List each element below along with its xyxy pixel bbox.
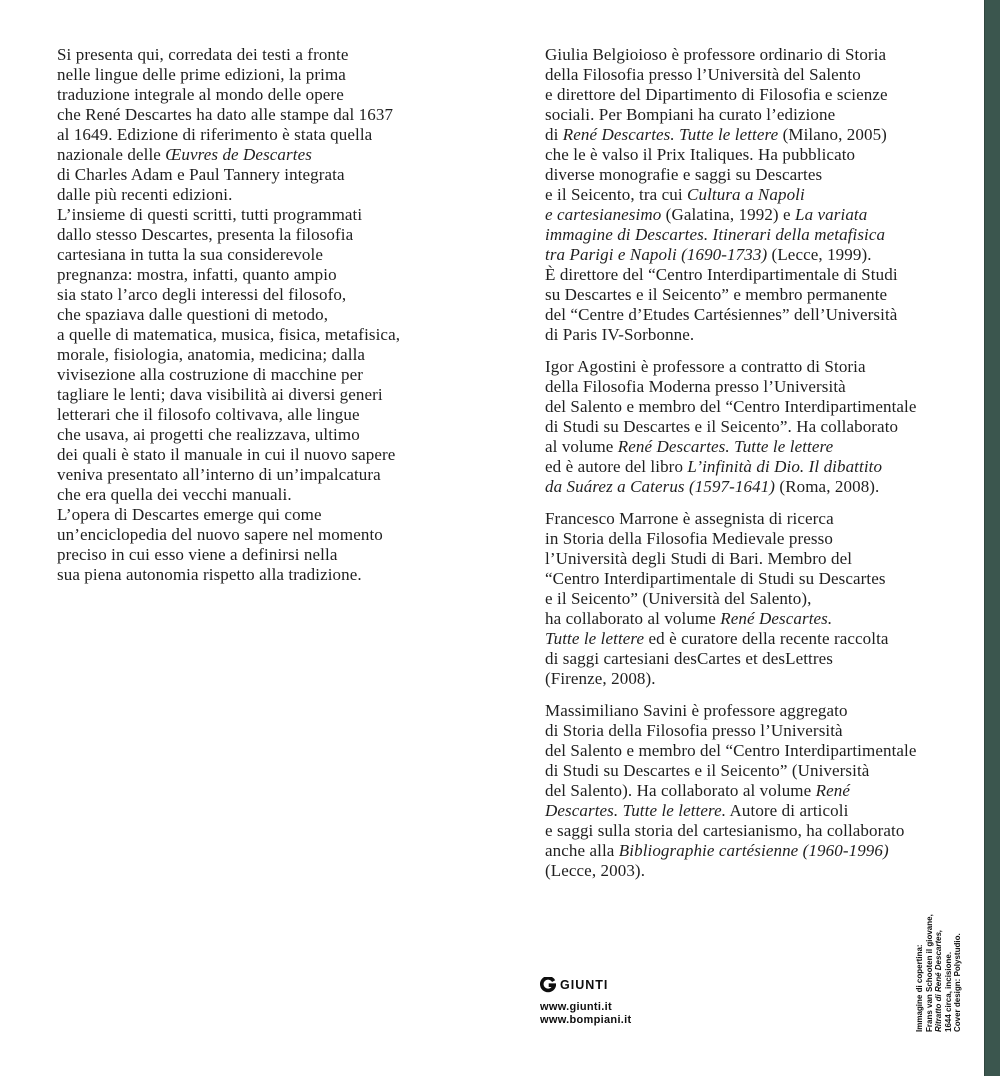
text-line: al volume René Descartes. Tutte le lettere (545, 437, 834, 456)
text-line: tagliare le lenti; dava visibilità ai diversi generi (57, 385, 383, 404)
text-line: È direttore del “Centro Interdipartimentale di Studi (545, 265, 898, 284)
bio-savini (545, 701, 983, 881)
text-line: sua piena autonomia rispetto alla tradizione. (57, 565, 362, 584)
text-line: che le è valso il Prix Italiques. Ha pubblicato (545, 145, 856, 164)
text-line: immagine di Descartes. Itinerari della metafisica (545, 225, 886, 244)
bio-agostini (545, 357, 983, 497)
text-line: del Salento e membro del “Centro Interdipartimentale (545, 397, 917, 416)
text-line: ed è autore del libro L’infinità di Dio. Il dibattito (545, 457, 883, 476)
text-line: dallo stesso Descartes, presenta la filosofia (57, 225, 354, 244)
text-line: sociali. Per Bompiani ha curato l’edizione (545, 105, 836, 124)
text-line: diverse monografie e saggi su Descartes (545, 165, 823, 184)
text-line: di Charles Adam e Paul Tannery integrata (57, 165, 345, 184)
text-line: di Studi su Descartes e il Seicento”. Ha collaborato (545, 417, 899, 436)
text-line: 1644 circa, incisione. (943, 951, 953, 1032)
publisher-urls (540, 1001, 631, 1027)
giunti-logo (540, 977, 631, 993)
text-line: L’insieme di questi scritti, tutti programmati (57, 205, 363, 224)
text-line: un’enciclopedia del nuovo sapere nel momento (57, 525, 383, 544)
text-line: vivisezione alla costruzione di macchine per (57, 365, 364, 384)
text-line: Cover design: Polystudio. (953, 933, 963, 1032)
text-line: della Filosofia presso l’Università del Salento (545, 65, 861, 84)
text-line: del “Centre d’Etudes Cartésiennes” dell’Università (545, 305, 898, 324)
text-line: nazionale delle Œuvres de Descartes (57, 145, 312, 164)
text-line: Tutte le lettere ed è curatore della recente raccolta (545, 629, 889, 648)
text-line: preciso in cui esso viene a definirsi nella (57, 545, 338, 564)
text-line: Si presenta qui, corredata dei testi a fronte (57, 45, 349, 64)
text-line: Igor Agostini è professore a contratto di Storia (545, 357, 866, 376)
text-line: di René Descartes. Tutte le lettere (Milano, 2005) (545, 125, 887, 144)
bio-text-column (545, 45, 983, 893)
text-line: Francesco Marrone è assegnista di ricerca (545, 509, 834, 528)
text-line: Immagine di copertina: (915, 944, 924, 1032)
text-line: “Centro Interdipartimentale di Studi su Descartes (545, 569, 886, 588)
text-line: e cartesianesimo (Galatina, 1992) e La variata (545, 205, 868, 224)
text-line: e saggi sulla storia del cartesianismo, ha collaborato (545, 821, 905, 840)
text-line: Massimiliano Savini è professore aggregato (545, 701, 848, 720)
text-line: che usava, ai progetti che realizzava, ultimo (57, 425, 360, 444)
text-line: su Descartes e il Seicento” e membro permanente (545, 285, 888, 304)
text-line: Descartes. Tutte le lettere. Autore di articoli (545, 801, 849, 820)
text-line: di Paris IV-Sorbonne. (545, 325, 695, 344)
text-line: ha collaborato al volume René Descartes. (545, 609, 833, 628)
text-line: e il Seicento, tra cui Cultura a Napoli (545, 185, 805, 204)
text-line: e il Seicento” (Università del Salento), (545, 589, 812, 608)
text-line: di Storia della Filosofia presso l’Università (545, 721, 843, 740)
giunti-logo-text: GIUNTI (560, 978, 609, 992)
text-line: veniva presentato all’interno di un’impalcatura (57, 465, 381, 484)
giunti-url: www.giunti.it (540, 1001, 612, 1013)
text-line: (Lecce, 2003). (545, 861, 646, 880)
text-line: che era quella dei vecchi manuali. (57, 485, 292, 504)
text-line: cartesiana in tutta la sua considerevole (57, 245, 323, 264)
spine-stripe (984, 0, 1000, 1076)
text-line: dei quali è stato il manuale in cui il nuovo sapere (57, 445, 396, 464)
publisher-block (540, 977, 631, 1027)
text-line: traduzione integrale al mondo delle opere (57, 85, 344, 104)
intro-text-column (57, 45, 502, 585)
text-line: e direttore del Dipartimento di Filosofia e scienze (545, 85, 888, 104)
text-line: l’Università degli Studi di Bari. Membro del (545, 549, 853, 568)
text-line: L’opera di Descartes emerge qui come (57, 505, 322, 524)
text-line: dalle più recenti edizioni. (57, 185, 233, 204)
bio-belgioioso (545, 45, 983, 345)
text-line: nelle lingue delle prime edizioni, la prima (57, 65, 346, 84)
text-line: di Studi su Descartes e il Seicento” (Università (545, 761, 870, 780)
text-line: da Suárez a Caterus (1597-1641) (Roma, 2008). (545, 477, 880, 496)
text-line: Frans van Schooten il giovane, (924, 914, 934, 1032)
text-line: al 1649. Edizione di riferimento è stata quella (57, 125, 373, 144)
text-line: della Filosofia Moderna presso l’Università (545, 377, 846, 396)
text-line: del Salento e membro del “Centro Interdipartimentale (545, 741, 917, 760)
text-line: Giulia Belgioioso è professore ordinario di Storia (545, 45, 887, 64)
text-line: a quelle di matematica, musica, fisica, metafisica, (57, 325, 401, 344)
text-line: che spaziava dalle questioni di metodo, (57, 305, 329, 324)
bompiani-url: www.bompiani.it (540, 1014, 632, 1026)
text-line: di saggi cartesiani desCartes et desLettres (545, 649, 834, 668)
text-line: in Storia della Filosofia Medievale presso (545, 529, 833, 548)
text-line: tra Parigi e Napoli (1690-1733) (Lecce, 1999). (545, 245, 872, 264)
text-line: del Salento). Ha collaborato al volume René (545, 781, 851, 800)
text-line: che René Descartes ha dato alle stampe dal 1637 (57, 105, 394, 124)
bio-marrone (545, 509, 983, 689)
giunti-g-icon (540, 977, 556, 993)
text-line: (Firenze, 2008). (545, 669, 656, 688)
cover-credits (915, 902, 963, 1032)
text-line: anche alla Bibliographie cartésienne (1960-1996) (545, 841, 889, 860)
text-line: letterari che il filosofo coltivava, alle lingue (57, 405, 360, 424)
text-line: Ritratto di René Descartes, (934, 929, 944, 1032)
text-line: pregnanza: mostra, infatti, quanto ampio (57, 265, 337, 284)
text-line: sia stato l’arco degli interessi del filosofo, (57, 285, 347, 304)
text-line: morale, fisiologia, anatomia, medicina; dalla (57, 345, 366, 364)
